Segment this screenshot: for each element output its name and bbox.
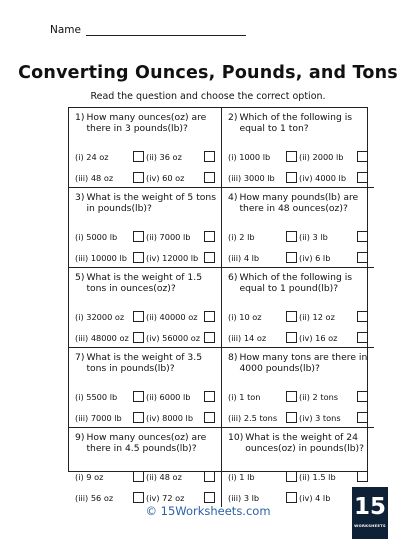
question-number: 3) xyxy=(75,192,85,203)
answer-checkbox[interactable] xyxy=(204,412,215,423)
question-number: 7) xyxy=(75,352,85,363)
question-cell xyxy=(69,188,222,268)
answer-checkbox[interactable] xyxy=(133,311,144,322)
question-text: What is the weight of 24 ounces(oz) in pounds(lb)? xyxy=(245,432,365,454)
answer-checkbox[interactable] xyxy=(133,412,144,423)
answer-checkbox[interactable] xyxy=(204,311,215,322)
question-text: What is the weight of 5 tons in pounds(lb)? xyxy=(86,192,217,214)
option-label: (ii) 2 tons xyxy=(299,391,339,402)
answer-checkbox[interactable] xyxy=(204,151,215,162)
option-label: (i) 2 lb xyxy=(228,231,255,242)
question-text: What is the weight of 1.5 tons in ounces(oz)? xyxy=(86,272,203,294)
options-row xyxy=(228,408,370,427)
question-prompt xyxy=(228,192,370,225)
option-label: (iv) 56000 oz xyxy=(146,332,201,343)
question-cell xyxy=(222,348,374,428)
question-prompt xyxy=(228,112,370,145)
option-label: (iv) 4 lb xyxy=(299,492,331,503)
question-prompt xyxy=(75,112,217,145)
answer-checkbox[interactable] xyxy=(286,332,297,343)
answer-checkbox[interactable] xyxy=(286,172,297,183)
answer-checkbox[interactable] xyxy=(286,412,297,423)
options-row xyxy=(75,168,217,187)
question-number: 6) xyxy=(228,272,238,283)
option-label: (iv) 60 oz xyxy=(146,172,185,183)
option-label: (iii) 48000 oz xyxy=(75,332,129,343)
answer-option xyxy=(228,231,299,242)
option-label: (iii) 3 lb xyxy=(228,492,260,503)
answer-checkbox[interactable] xyxy=(286,471,297,482)
option-label: (ii) 7000 lb xyxy=(146,231,191,242)
answer-option xyxy=(146,391,217,402)
answer-checkbox[interactable] xyxy=(204,471,215,482)
answer-checkbox[interactable] xyxy=(357,172,368,183)
question-cell xyxy=(222,108,374,188)
answer-checkbox[interactable] xyxy=(133,391,144,402)
logo-subtext: WORKSHEETS xyxy=(354,523,386,528)
options-row xyxy=(75,328,217,347)
worksheet-title: Converting Ounces, Pounds, and Tons xyxy=(18,63,398,83)
answer-option xyxy=(75,471,146,482)
question-number: 8) xyxy=(228,352,238,363)
question-prompt xyxy=(75,432,217,465)
name-blank-line[interactable] xyxy=(86,27,246,36)
option-label: (iv) 3 tons xyxy=(299,412,341,423)
footer-website-link[interactable]: © 15Worksheets.com xyxy=(145,504,271,518)
options-row xyxy=(75,147,217,166)
answer-checkbox[interactable] xyxy=(357,412,368,423)
question-cell xyxy=(69,108,222,188)
question-cell xyxy=(69,428,222,507)
answer-option xyxy=(299,412,370,423)
answer-checkbox[interactable] xyxy=(204,231,215,242)
option-label: (i) 32000 oz xyxy=(75,311,125,322)
question-cell xyxy=(69,268,222,348)
answer-option xyxy=(75,311,146,322)
question-prompt xyxy=(75,272,217,305)
options-row xyxy=(228,227,370,246)
options-row xyxy=(228,328,370,347)
answer-option xyxy=(75,492,146,503)
answer-checkbox[interactable] xyxy=(286,151,297,162)
option-label: (iii) 7000 lb xyxy=(75,412,122,423)
answer-option xyxy=(228,252,299,263)
options-row xyxy=(75,227,217,246)
answer-option xyxy=(75,172,146,183)
options-row xyxy=(75,387,217,406)
option-label: (iii) 10000 lb xyxy=(75,252,127,263)
answer-option xyxy=(146,231,217,242)
answer-checkbox[interactable] xyxy=(286,492,297,503)
answer-option xyxy=(299,311,370,322)
answer-option xyxy=(228,311,299,322)
answer-option xyxy=(299,391,370,402)
option-label: (i) 5500 lb xyxy=(75,391,118,402)
answer-option xyxy=(299,151,370,162)
answer-option xyxy=(75,332,146,343)
question-prompt xyxy=(228,352,370,385)
answer-option xyxy=(299,172,370,183)
answer-checkbox[interactable] xyxy=(133,471,144,482)
option-label: (iv) 72 oz xyxy=(146,492,185,503)
question-cell xyxy=(222,268,374,348)
answer-option xyxy=(299,332,370,343)
answer-checkbox[interactable] xyxy=(133,231,144,242)
option-label: (ii) 40000 oz xyxy=(146,311,198,322)
answer-checkbox[interactable] xyxy=(133,492,144,503)
answer-checkbox[interactable] xyxy=(357,471,368,482)
answer-option xyxy=(146,412,217,423)
option-label: (i) 5000 lb xyxy=(75,231,118,242)
option-label: (iii) 56 oz xyxy=(75,492,114,503)
answer-checkbox[interactable] xyxy=(286,231,297,242)
question-cell xyxy=(69,348,222,428)
option-label: (iii) 48 oz xyxy=(75,172,114,183)
question-cell xyxy=(222,188,374,268)
option-label: (iii) 4 lb xyxy=(228,252,260,263)
question-prompt xyxy=(228,272,370,305)
answer-checkbox[interactable] xyxy=(204,332,215,343)
question-text: How many tons are there in 4000 pounds(lb)? xyxy=(239,352,368,374)
answer-checkbox[interactable] xyxy=(204,252,215,263)
answer-option xyxy=(299,252,370,263)
question-text: What is the weight of 3.5 tons in pounds(lb)? xyxy=(86,352,203,374)
options-row xyxy=(228,307,370,326)
answer-option xyxy=(146,311,217,322)
answer-option xyxy=(228,471,299,482)
option-label: (i) 24 oz xyxy=(75,151,109,162)
answer-option xyxy=(228,492,299,503)
answer-option xyxy=(228,172,299,183)
answer-option xyxy=(75,151,146,162)
answer-option xyxy=(146,151,217,162)
question-prompt xyxy=(75,192,217,225)
option-label: (iv) 16 oz xyxy=(299,332,338,343)
answer-option xyxy=(228,412,299,423)
answer-checkbox[interactable] xyxy=(133,332,144,343)
options-row xyxy=(228,168,370,187)
question-number: 2) xyxy=(228,112,238,123)
option-label: (ii) 2000 lb xyxy=(299,151,344,162)
options-row xyxy=(228,248,370,267)
option-label: (ii) 3 lb xyxy=(299,231,328,242)
option-label: (iv) 6 lb xyxy=(299,252,331,263)
option-label: (ii) 6000 lb xyxy=(146,391,191,402)
answer-checkbox[interactable] xyxy=(204,492,215,503)
question-number: 10) xyxy=(228,432,244,443)
option-label: (iv) 8000 lb xyxy=(146,412,194,423)
answer-option xyxy=(146,332,217,343)
answer-option xyxy=(75,231,146,242)
answer-option xyxy=(228,391,299,402)
option-label: (ii) 48 oz xyxy=(146,471,182,482)
answer-option xyxy=(228,151,299,162)
answer-checkbox[interactable] xyxy=(357,391,368,402)
option-label: (ii) 1.5 lb xyxy=(299,471,336,482)
answer-option xyxy=(75,391,146,402)
brand-logo xyxy=(352,487,388,539)
options-row xyxy=(75,408,217,427)
question-text: How many pounds(lb) are there in 48 ounces(oz)? xyxy=(239,192,359,214)
answer-checkbox[interactable] xyxy=(286,311,297,322)
answer-checkbox[interactable] xyxy=(204,391,215,402)
options-row xyxy=(75,307,217,326)
option-label: (i) 9 oz xyxy=(75,471,104,482)
answer-checkbox[interactable] xyxy=(357,332,368,343)
answer-checkbox[interactable] xyxy=(357,252,368,263)
answer-checkbox[interactable] xyxy=(133,151,144,162)
options-row xyxy=(228,147,370,166)
question-number: 4) xyxy=(228,192,238,203)
name-label: Name xyxy=(50,24,81,36)
question-number: 9) xyxy=(75,432,85,443)
question-prompt xyxy=(75,352,217,385)
question-number: 1) xyxy=(75,112,85,123)
question-text: Which of the following is equal to 1 pound(lb)? xyxy=(239,272,353,294)
option-label: (iv) 4000 lb xyxy=(299,172,347,183)
answer-checkbox[interactable] xyxy=(286,391,297,402)
option-label: (i) 1000 lb xyxy=(228,151,271,162)
questions-grid xyxy=(68,107,368,503)
logo-number: 15 xyxy=(353,494,386,520)
answer-checkbox[interactable] xyxy=(204,172,215,183)
option-label: (iv) 12000 lb xyxy=(146,252,199,263)
question-text: How many ounces(oz) are there in 4.5 pounds(lb)? xyxy=(86,432,207,454)
answer-option xyxy=(146,471,217,482)
options-row xyxy=(228,387,370,406)
answer-option xyxy=(146,172,217,183)
instructions-text: Read the question and choose the correct option. xyxy=(90,91,326,102)
answer-option xyxy=(146,492,217,503)
question-text: Which of the following is equal to 1 ton? xyxy=(239,112,353,134)
answer-option xyxy=(299,471,370,482)
option-label: (iii) 14 oz xyxy=(228,332,267,343)
option-label: (ii) 12 oz xyxy=(299,311,335,322)
answer-checkbox[interactable] xyxy=(357,311,368,322)
option-label: (ii) 36 oz xyxy=(146,151,182,162)
answer-option xyxy=(75,252,146,263)
options-row xyxy=(75,248,217,267)
answer-checkbox[interactable] xyxy=(357,151,368,162)
answer-option xyxy=(75,412,146,423)
options-row xyxy=(75,467,217,486)
question-prompt xyxy=(228,432,370,465)
answer-option xyxy=(299,231,370,242)
answer-option xyxy=(146,252,217,263)
option-label: (iii) 3000 lb xyxy=(228,172,275,183)
options-row xyxy=(228,467,370,486)
name-field-row xyxy=(50,24,246,36)
answer-checkbox[interactable] xyxy=(133,172,144,183)
option-label: (i) 10 oz xyxy=(228,311,262,322)
question-number: 5) xyxy=(75,272,85,283)
option-label: (i) 1 ton xyxy=(228,391,261,402)
answer-option xyxy=(228,332,299,343)
answer-checkbox[interactable] xyxy=(357,231,368,242)
question-text: How many ounces(oz) are there in 3 pounds(lb)? xyxy=(86,112,207,134)
option-label: (iii) 2.5 tons xyxy=(228,412,278,423)
option-label: (i) 1 lb xyxy=(228,471,255,482)
answer-checkbox[interactable] xyxy=(286,252,297,263)
answer-checkbox[interactable] xyxy=(133,252,144,263)
